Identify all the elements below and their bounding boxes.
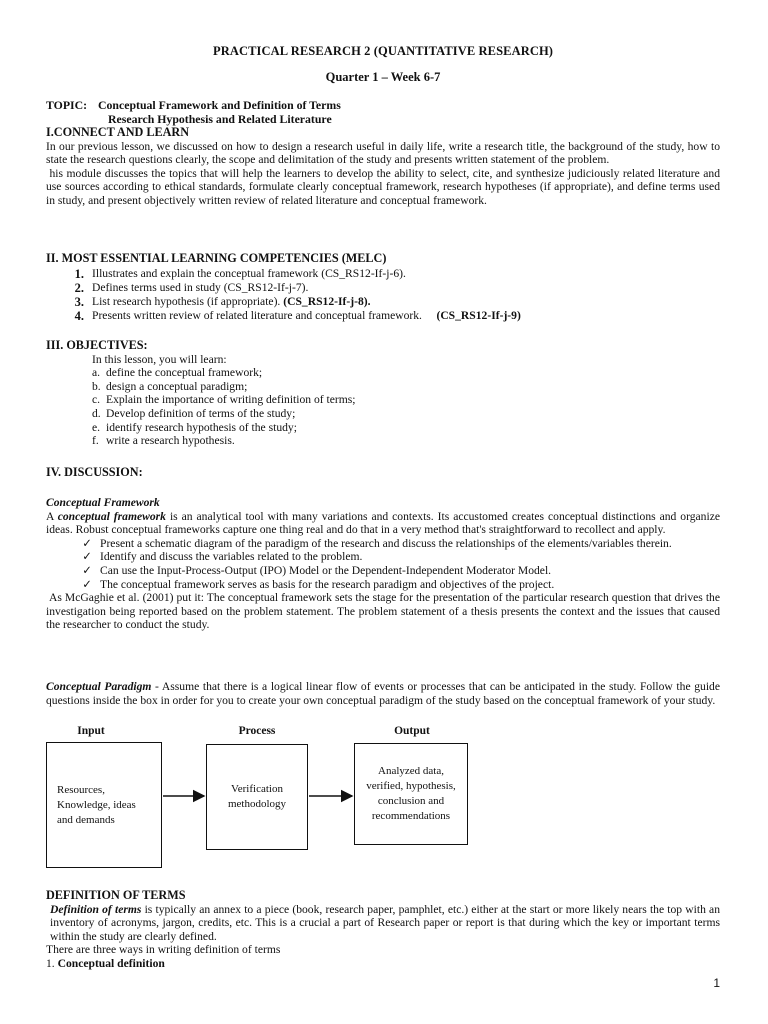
paragraph: In our previous lesson, we discussed on how to design a research useful in daily life, write a research title, the background of the study, how to state the research questions clearly, the scope and delimitation of the study and presents written statement of the problem. xyxy=(46,139,720,167)
quarter-week: Quarter 1 – Week 6-7 xyxy=(325,70,441,84)
ways-line: There are three ways in writing definition of terms xyxy=(46,943,281,957)
topic-line-2: Research Hypothesis and Related Literature xyxy=(108,111,332,126)
section-heading: IV. DISCUSSION: xyxy=(46,465,143,479)
process-box: Verification methodology xyxy=(206,744,308,850)
list-item: 1. Conceptual definition xyxy=(46,956,165,970)
document-title: PRACTICAL RESEARCH 2 (QUANTITATIVE RESEARCH) xyxy=(212,44,554,58)
paragraph: his module discusses the topics that will help the learners to develop the ability to select, cite, and synthesize judiciously related literature and use sources according to ethical standards, formulate clearly conceptual framework, research hypotheses (if appropriate), and define terms used in study, and present objectively written review of related literature and conceptual framework. xyxy=(46,166,723,207)
list-item: b. design a conceptual paradigm; xyxy=(92,379,248,393)
check-item: ✓ The conceptual framework serves as basis for the research paradigm and objectives of the project. xyxy=(46,578,720,592)
section-heading: I.CONNECT AND LEARN xyxy=(46,125,189,139)
page-number: 1 xyxy=(713,976,720,990)
objectives-intro: In this lesson, you will learn: xyxy=(92,352,227,366)
output-box: Analyzed data, verified, hypothesis, conclusion and recommendations xyxy=(354,743,468,845)
section-heading: II. MOST ESSENTIAL LEARNING COMPETENCIES (MELC) xyxy=(46,251,387,265)
conceptual-paradigm-block: Conceptual Paradigm - Assume that there is a logical linear flow of events or processes that can be anticipated in the study. Follow the guide questions inside the box in order for you to create your own conceptual paradigm of the study based on the conceptual framework of your study. xyxy=(46,680,720,707)
section-melc xyxy=(46,252,720,324)
check-item: ✓ Identify and discuss the variables related to the problem. xyxy=(46,550,720,564)
subheading: Conceptual Framework xyxy=(46,496,160,509)
section-discussion xyxy=(46,466,720,480)
checkmark-icon: ✓ xyxy=(82,550,92,564)
section-connect-learn xyxy=(46,125,723,208)
list-item: d. Develop definition of terms of the study; xyxy=(92,406,296,420)
checkmark-icon: ✓ xyxy=(82,563,92,577)
paragraph: A conceptual framework is an analytical tool with many variations and contexts. Its accustomed creates conceptual distinctions and organize ideas. Robust conceptual frameworks capture one thing real and do that in a very method that's straightforward to recollect and apply. xyxy=(46,509,720,537)
list-item: e. identify research hypothesis of the study; xyxy=(92,420,297,434)
conceptual-framework-block xyxy=(46,496,723,632)
topic-label: TOPIC: xyxy=(46,98,88,112)
topic xyxy=(46,99,720,126)
list-item: 1. Illustrates and explain the conceptual framework (CS_RS12-If-j-6). xyxy=(74,266,406,281)
section-heading: DEFINITION OF TERMS xyxy=(46,888,186,902)
input-label: Input xyxy=(77,725,105,737)
input-box: Resources, Knowledge, ideas and demands xyxy=(46,742,162,868)
paragraph: Definition of terms is typically an annex to a piece (book, research paper, pamphlet, etc.) either at the start or more likely nears the top with an inventory of acronyms, jargon, credits, etc. This is a crucial a part of Research paper or report is that during which the key or important terms within the study are clearly defined. xyxy=(50,902,721,943)
list-item: 3. List research hypothesis (if appropriate). (CS_RS12-If-j-8). xyxy=(74,295,371,310)
list-item: c. Explain the importance of writing definition of terms; xyxy=(92,393,356,407)
output-label: Output xyxy=(394,725,430,737)
list-item: f. write a research hypothesis. xyxy=(92,434,235,448)
section-heading: III. OBJECTIVES: xyxy=(46,338,148,352)
section-objectives xyxy=(46,339,720,448)
process-label: Process xyxy=(238,725,276,737)
topic-line-1: Conceptual Framework and Definition of Terms xyxy=(98,98,341,112)
checkmark-icon: ✓ xyxy=(82,577,92,591)
list-item: 4. Presents written review of related literature and conceptual framework. (CS_RS12-If-j-9) xyxy=(74,309,521,324)
definition-of-terms xyxy=(46,889,720,971)
paragraph: As McGaghie et al. (2001) put it: The conceptual framework sets the stage for the presentation of the particular research question that drives the investigation being reported based on the problem statement. The problem statement of a thesis presents the context and the issues that caused the researcher to conduct the study. xyxy=(46,591,723,632)
list-item: 2. Defines terms used in study (CS_RS12-If-j-7). xyxy=(74,280,309,295)
checkmark-icon: ✓ xyxy=(82,536,92,550)
list-item: a. define the conceptual framework; xyxy=(92,366,263,380)
check-item: ✓ Present a schematic diagram of the paradigm of the research and discuss the relationships of the elements/variables therein. xyxy=(46,537,720,551)
check-item: ✓ Can use the Input-Process-Output (IPO) Model or the Dependent-Independent Moderator Model. xyxy=(46,564,720,578)
